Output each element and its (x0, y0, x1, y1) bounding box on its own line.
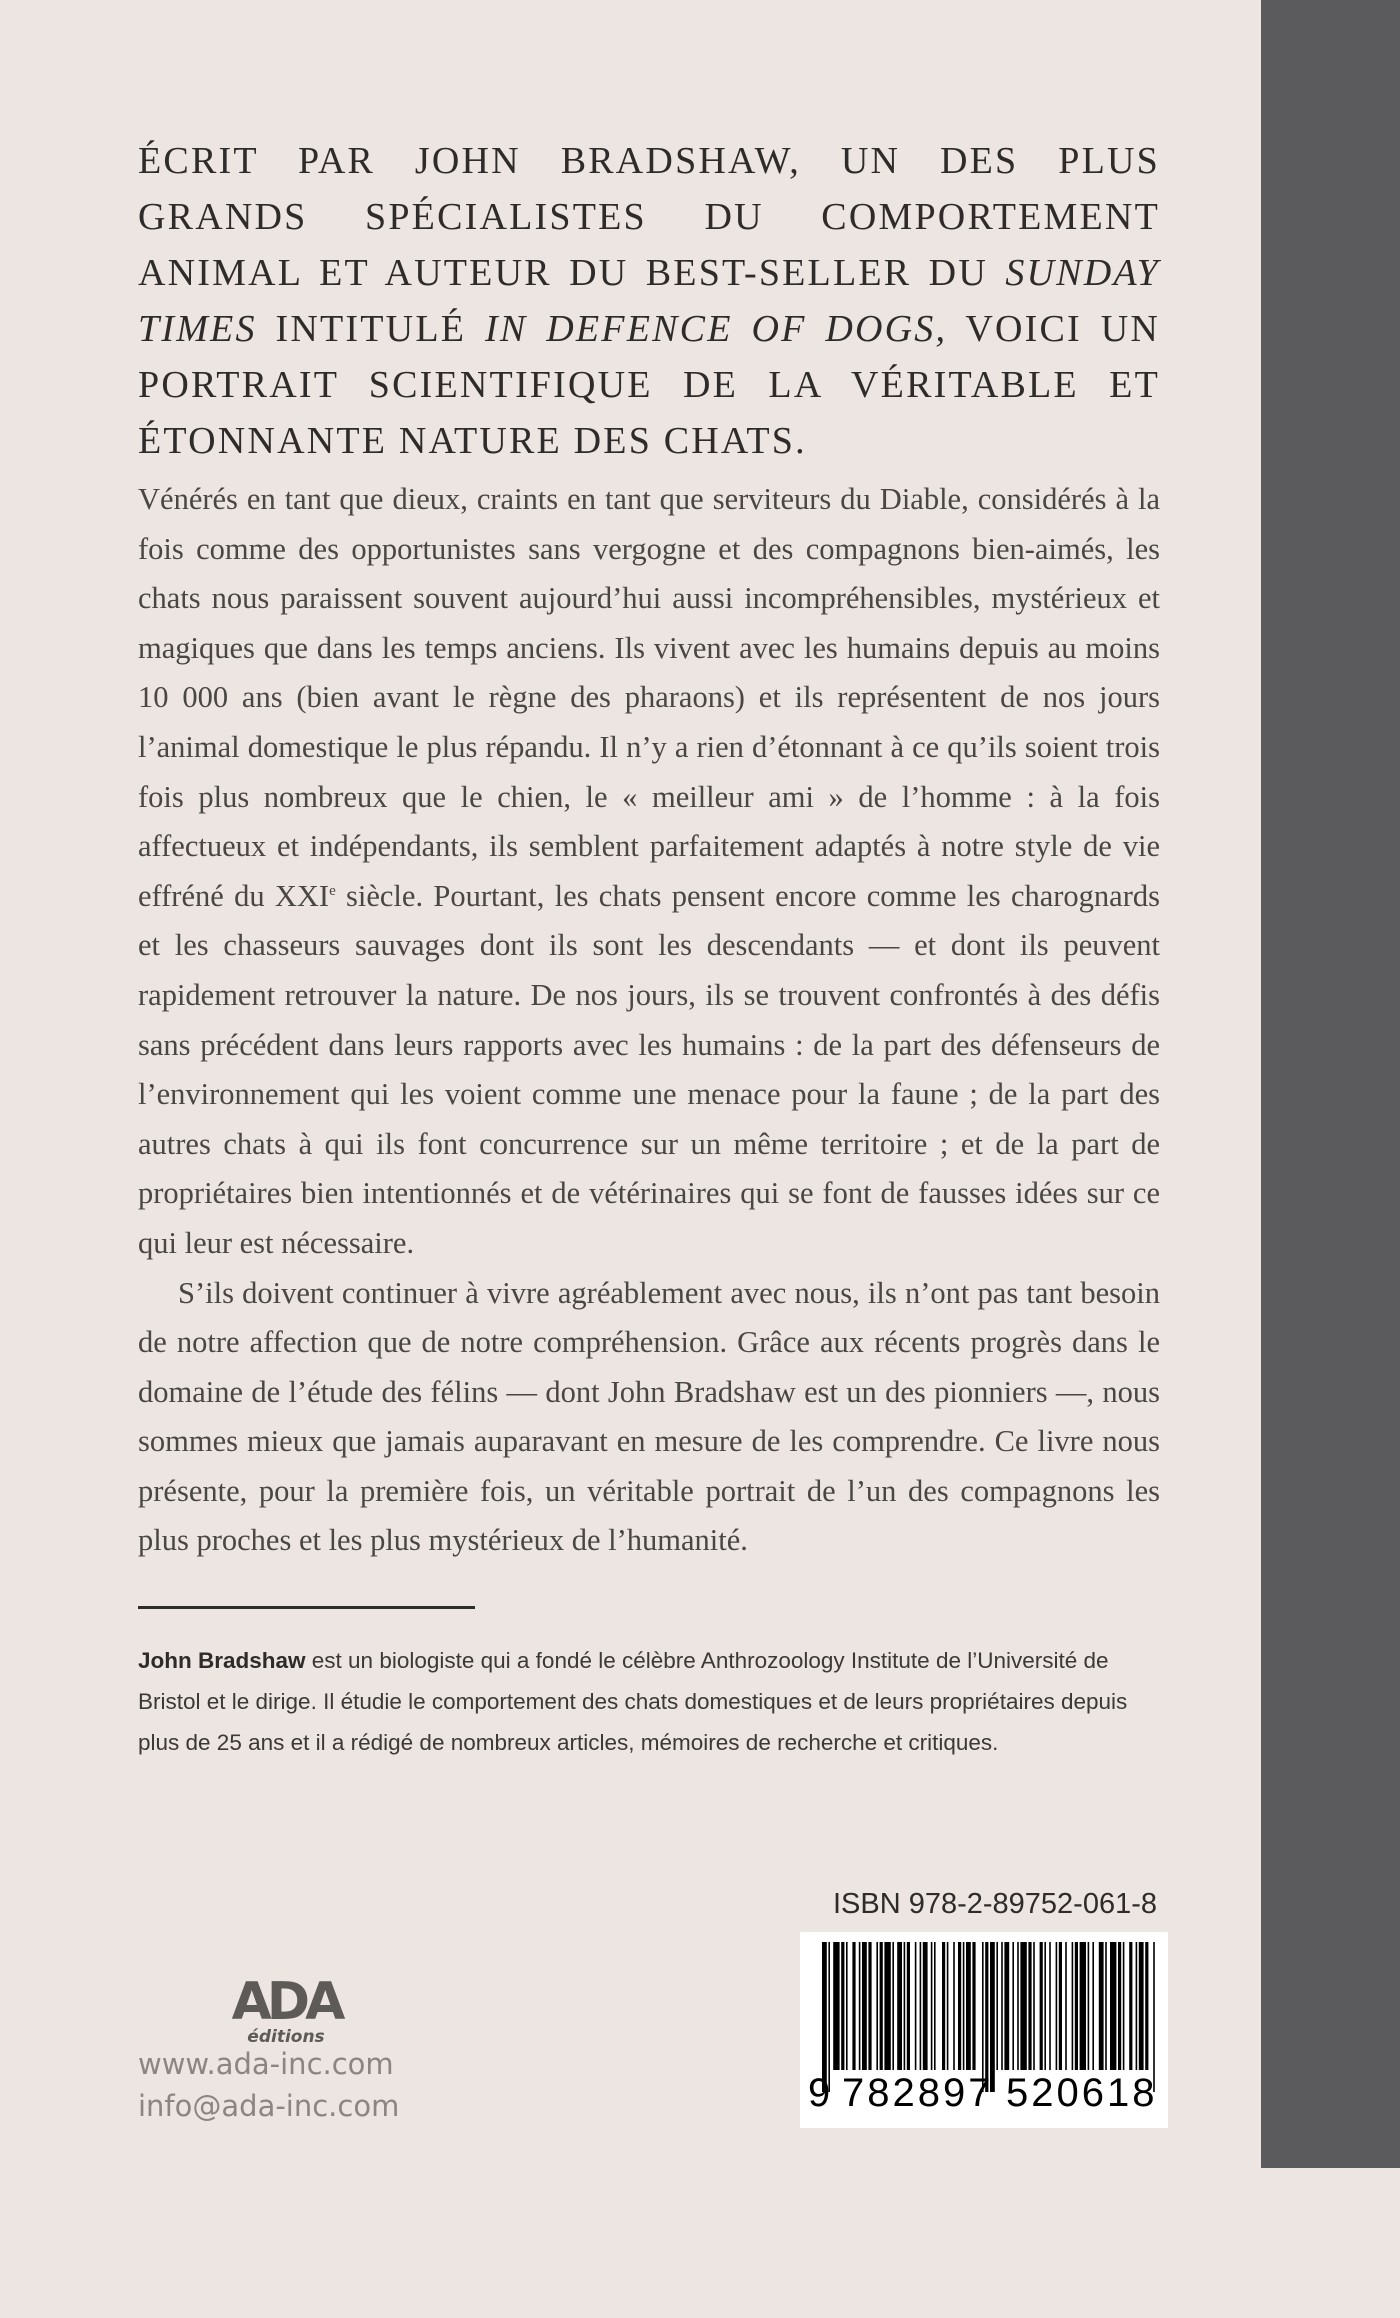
barcode-bar (1001, 1942, 1003, 2070)
barcode-bar (915, 1942, 917, 2070)
barcode-bar (923, 1942, 928, 2070)
author-bio (138, 1640, 1160, 1763)
barcode-bar (892, 1942, 894, 2070)
intro-part-3: VOICI UN PORTRAIT SCIENTIFIQUE DE LA VÉRITABLE ET ÉTONNANTE NATURE DES CHATS. (138, 308, 1160, 462)
barcode-bar (907, 1942, 910, 2070)
description-body (138, 475, 1160, 1566)
barcode-bar (1033, 1942, 1035, 2070)
barcode-bar (1145, 1942, 1148, 2070)
barcode-bar (897, 1942, 902, 2070)
author-bio-text: est un biologiste qui a fondé le célèbre Anthrozoology Institute de l’Université de Bristol et le dirige. Il étudie le comportement des chats domestiques et de leurs propriétaires depuis plus de 25 ans et il a rédigé de nombreux articles, mémoires de recherche et critiques. (138, 1648, 1128, 1755)
barcode-bar (846, 1942, 848, 2070)
barcode-bar (1056, 1942, 1058, 2070)
barcode-bar (1105, 1942, 1107, 2070)
publisher-logo-subtitle: éditions (247, 2027, 325, 2047)
intro-blurb (138, 133, 1160, 469)
barcode-bar (1065, 1942, 1067, 2070)
barcode-bar (931, 1942, 933, 2070)
barcode-bar (880, 1942, 883, 2070)
barcode-bar (963, 1942, 965, 2070)
barcode-bar (934, 1942, 936, 2070)
barcode-bar (1099, 1942, 1104, 2070)
barcode-bar (833, 1942, 839, 2070)
barcode-digits (800, 2068, 1168, 2118)
barcode-bar (972, 1942, 975, 2070)
barcode-bar (1059, 1942, 1062, 2070)
barcode-bar (1129, 1942, 1132, 2070)
barcode-bar (852, 1942, 855, 2070)
barcode-left-digits: 782897 (842, 2071, 994, 2115)
barcode-bar (1028, 1942, 1031, 2070)
barcode-bar (1017, 1942, 1019, 2070)
barcode-bar (1139, 1942, 1144, 2070)
barcode-bar (904, 1942, 906, 2070)
barcode-bar (868, 1942, 871, 2070)
barcode-bar (876, 1942, 878, 2070)
intro-title-sunday-times: SUNDAY TIMES (138, 252, 1160, 350)
barcode-bar (1040, 1942, 1043, 2070)
barcode-bar (1075, 1942, 1078, 2070)
barcode-bar (1136, 1942, 1138, 2070)
description-paragraph-1 (138, 475, 1160, 1269)
barcode-bar (1020, 1942, 1026, 2070)
barcode-bar (1072, 1942, 1074, 2070)
isbn-label: ISBN 978-2-89752-061-8 (832, 1888, 1157, 1920)
barcode-bar (966, 1942, 971, 2070)
publisher-website: www.ada-inc.com (138, 2047, 394, 2081)
barcode-bar (958, 1942, 961, 2070)
publisher-logo-mark: ADA (231, 1972, 341, 2032)
barcode-bar (996, 1942, 998, 2070)
barcode-bar (947, 1942, 949, 2070)
barcode-bar (841, 1942, 844, 2070)
barcode-bar (884, 1942, 890, 2070)
barcode-bar (862, 1942, 867, 2070)
barcode-bar (920, 1942, 922, 2070)
barcode-bar (1110, 1942, 1116, 2070)
paragraph-1-start: Vénérés en tant que dieux, craints en tant que serviteurs du Diable, considérés à la fois comme des opportunistes sans vergogne et des compagnons bien-aimés, les chats nous paraissent souvent aujourd’hui aussi incompréhensibles, mystérieux et magiques que dans les temps anciens. Ils vivent avec les humains depuis au moins 10 000 ans (bien avant le règne des pharaons) et ils représentent de nos jours l’animal domestique le plus répandu. Il n’y a rien d’étonnant à ce qu’ils soient trois fois plus nombreux que le chien, le « meilleur ami » de l’homme : à la fois affectueux et indépendants, ils semblent parfaitement adaptés à notre style de vie effréné du XXI (138, 482, 1160, 913)
paragraph-1-end: siècle. Pourtant, les chats pensent encore comme les charognards et les chasseurs sauvages dont ils sont les descendants — et dont ils peuvent rapidement retrouver la nature. De nos jours, ils se trouvent confrontés à des défis sans précédent dans leurs rapports avec les humains : de la part des défenseurs de l’environnement qui les voient comme une menace pour la faune ; de la part des autres chats à qui ils font concurrence sur un même territoire ; et de la part de propriétaires bien intentionnés et de vétérinaires qui se font de fausses idées sur ce qui leur est nécessaire. (138, 878, 1160, 1260)
publisher-logo (226, 1972, 346, 2047)
barcode-bar (1012, 1942, 1014, 2070)
barcode-bar (953, 1942, 955, 2070)
barcode-bar (1088, 1942, 1090, 2070)
section-divider (138, 1606, 475, 1609)
barcode-bar (1092, 1942, 1094, 2070)
barcode-bar (1123, 1942, 1125, 2070)
intro-part-1: ÉCRIT PAR JOHN BRADSHAW, UN DES PLUS GRANDS SPÉCIALISTES DU COMPORTEMENT ANIMAL ET AUTEUR DU BEST-SELLER DU (138, 140, 1160, 294)
barcode-bar (1080, 1942, 1086, 2070)
barcode-bar (1118, 1942, 1121, 2070)
spine-edge (1261, 0, 1400, 2168)
author-name: John Bradshaw (138, 1648, 306, 1673)
barcode-bar (1049, 1942, 1051, 2070)
barcode-bar (1004, 1942, 1009, 2070)
barcode-bar (1044, 1942, 1046, 2070)
intro-part-2: INTITULÉ (256, 308, 485, 350)
century-superscript: e (329, 882, 336, 899)
intro-title-in-defence-of-dogs: IN DEFENCE OF DOGS, (484, 308, 948, 350)
barcode-bar (859, 1942, 861, 2070)
barcode (800, 1932, 1168, 2128)
description-paragraph-2: S’ils doivent continuer à vivre agréablement avec nous, ils n’ont pas tant besoin de notre affection que de notre compréhension. Grâce aux récents progrès dans le domaine de l’étude des félins — dont John Bradshaw est un des pionniers —, nous sommes mieux que jamais auparavant en mesure de les comprendre. Ce livre nous présente, pour la première fois, un véritable portrait de l’un des compagnons les plus proches et les plus mystérieux de l’humanité. (138, 1275, 1160, 1558)
publisher-email: info@ada-inc.com (138, 2089, 400, 2123)
barcode-right-digits: 520618 (1006, 2071, 1158, 2115)
publisher-contact (138, 2043, 538, 2127)
barcode-bar (942, 1942, 945, 2070)
barcode-lead-digit: 9 (808, 2071, 831, 2115)
